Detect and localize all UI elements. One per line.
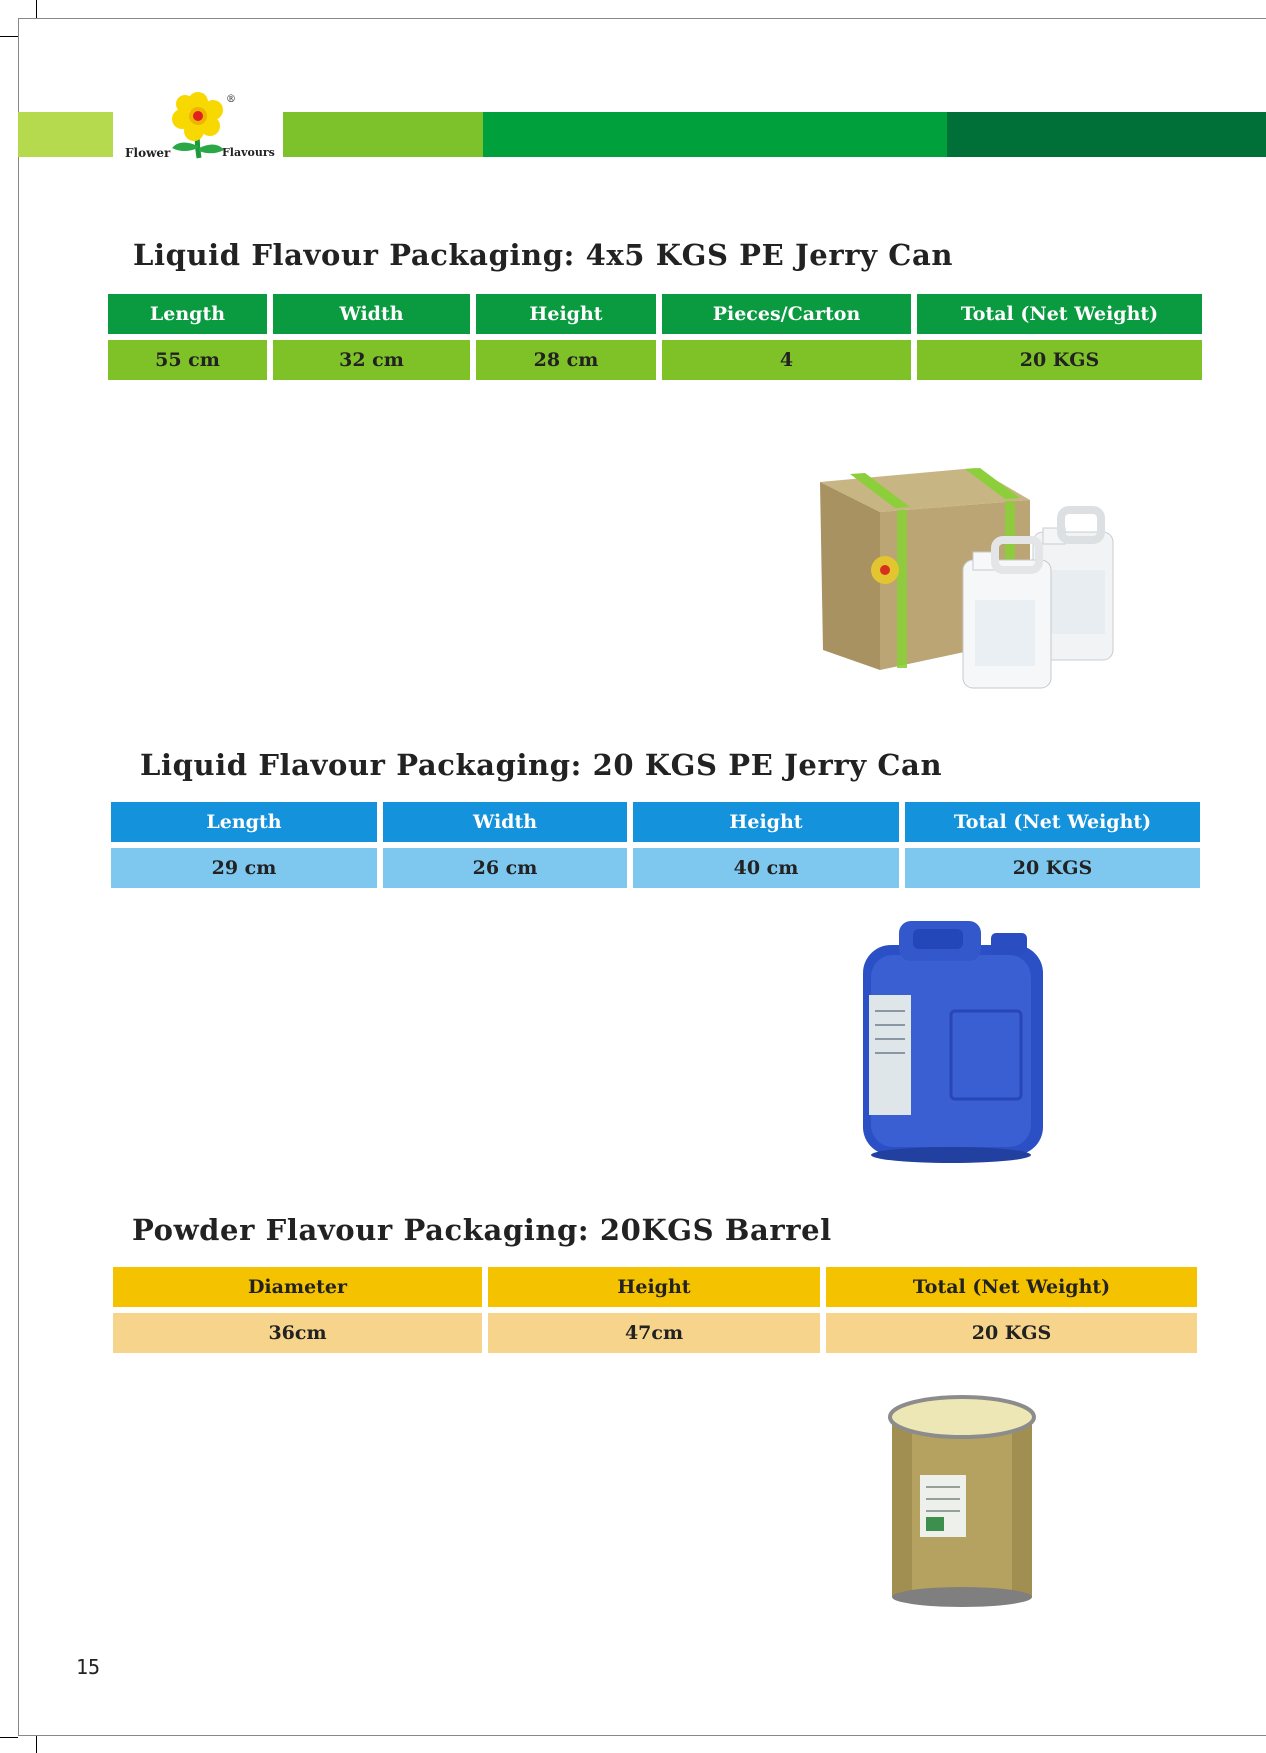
table-value-cell: 28 cm [476, 340, 656, 380]
section-title: Liquid Flavour Packaging: 4x5 KGS PE Jerry Can [133, 238, 954, 272]
table-value-cell: 20 KGS [826, 1313, 1197, 1353]
header-band-light [18, 112, 113, 157]
table-value-cell: 36cm [113, 1313, 482, 1353]
header-band-mid [483, 112, 947, 157]
table-value-cell: 47cm [488, 1313, 820, 1353]
table-value-cell: 40 cm [633, 848, 899, 888]
table-header-cell: Total (Net Weight) [917, 294, 1202, 334]
table-header-cell: Length [108, 294, 267, 334]
table-value-cell: 26 cm [383, 848, 627, 888]
crop-mark [0, 36, 18, 37]
page-border [18, 18, 1266, 19]
table-value-cell: 20 KGS [905, 848, 1200, 888]
company-logo [120, 86, 275, 162]
registered-mark: ® [226, 94, 236, 105]
crop-mark [36, 0, 37, 18]
section-title: Liquid Flavour Packaging: 20 KGS PE Jerry Can [140, 748, 943, 782]
page-border [18, 1735, 1266, 1736]
crop-mark [0, 1737, 18, 1738]
logo-text-right: Flavours [222, 146, 275, 159]
table-header-cell: Width [273, 294, 470, 334]
crop-mark [36, 1735, 37, 1753]
header-band-dark [947, 112, 1266, 157]
table-header-cell: Pieces/Carton [662, 294, 911, 334]
table-value-cell: 32 cm [273, 340, 470, 380]
table-value-cell: 20 KGS [917, 340, 1202, 380]
table-header-cell: Height [488, 1267, 820, 1307]
page-number: 15 [76, 1655, 101, 1679]
table-header-cell: Total (Net Weight) [826, 1267, 1197, 1307]
table-header-cell: Height [633, 802, 899, 842]
table-value-cell: 4 [662, 340, 911, 380]
logo-text-left: Flower [125, 146, 171, 160]
section-title: Powder Flavour Packaging: 20KGS Barrel [132, 1213, 832, 1247]
table-header-cell: Width [383, 802, 627, 842]
page-border [18, 18, 19, 1735]
table-header-cell: Total (Net Weight) [905, 802, 1200, 842]
table-header-cell: Diameter [113, 1267, 482, 1307]
header-band-green [283, 112, 483, 157]
carton-jerry-can-image [815, 460, 1135, 700]
table-header-cell: Height [476, 294, 656, 334]
table-value-cell: 29 cm [111, 848, 377, 888]
fiber-drum-image [880, 1395, 1050, 1610]
blue-jerry-can-image [855, 915, 1055, 1165]
table-value-cell: 55 cm [108, 340, 267, 380]
table-header-cell: Length [111, 802, 377, 842]
